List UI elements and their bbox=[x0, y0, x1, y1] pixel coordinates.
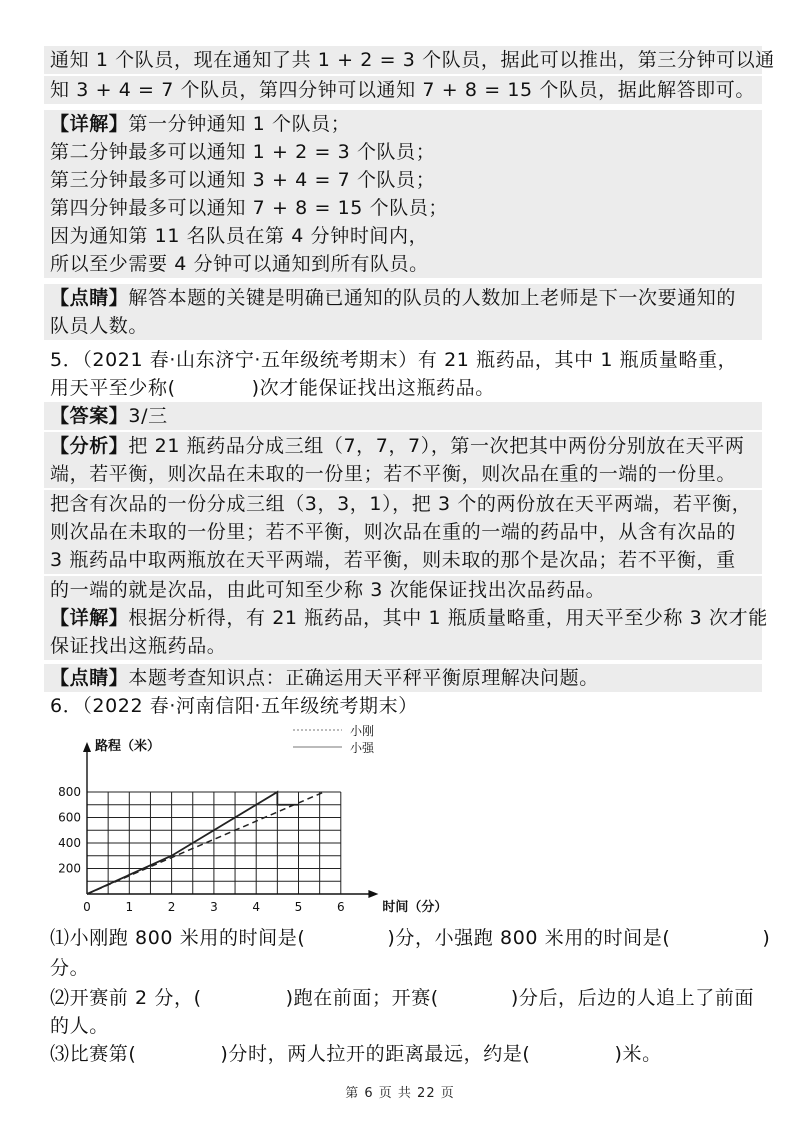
line-text: 通知 1 个队员，现在通知了共 1 + 2 = 3 个队员，据此可以推出，第三分钟可以通 bbox=[50, 49, 775, 71]
line-text: 知 3 + 4 = 7 个队员，第四分钟可以通知 7 + 8 = 15 个队员，据此解答即可。 bbox=[50, 79, 755, 101]
line-text: 6．（2022 春·河南信阳·五年级统考期末） bbox=[50, 695, 418, 717]
line-text: 所以至少需要 4 分钟可以通知到所有队员。 bbox=[50, 253, 429, 275]
line-text: 保证找出这瓶药品。 bbox=[50, 635, 227, 657]
text-line bbox=[44, 194, 762, 222]
line-text: 的一端的就是次品，由此可知至少称 3 次能保证找出次品药品。 bbox=[50, 579, 606, 601]
text-line bbox=[44, 460, 762, 488]
text-line bbox=[44, 664, 762, 692]
text-line bbox=[44, 604, 768, 632]
chart-grid bbox=[87, 792, 341, 894]
section-tag: 【点睛】 bbox=[50, 667, 129, 689]
x-axis-label: 时间（分） bbox=[382, 900, 448, 915]
section-tag: 【详解】 bbox=[50, 607, 129, 629]
text-line bbox=[44, 46, 775, 74]
q1-text-c: ) bbox=[762, 927, 771, 949]
x-tick-label: 1 bbox=[125, 900, 134, 914]
question-2-line-2 bbox=[44, 1012, 762, 1040]
q2-text-c: )分后，后边的人追上了前面 bbox=[510, 987, 755, 1009]
x-tick-label: 0 bbox=[83, 900, 91, 914]
line-text-b: )次才能保证找出这瓶药品。 bbox=[251, 377, 495, 399]
legend-label: 小刚 bbox=[350, 724, 375, 738]
text-line bbox=[44, 490, 762, 518]
line-text: 解答本题的关键是明确已通知的队员的人数加上老师是下一次要通知的 bbox=[128, 287, 737, 309]
chart-legend bbox=[293, 724, 375, 755]
q2-text-d: 的人。 bbox=[50, 1015, 109, 1037]
section-tag: 【点睛】 bbox=[50, 287, 129, 309]
line-text: 把 21 瓶药品分成三组（7，7，7），第一次把其中两份分别放在天平两 bbox=[128, 435, 745, 457]
text-line bbox=[44, 166, 762, 194]
text-line bbox=[44, 110, 762, 138]
q3-text-b: )分时，两人拉开的距离最远，约是( bbox=[220, 1043, 531, 1065]
question-1-line-1 bbox=[44, 924, 771, 952]
q1-text-a: ⑴小刚跑 800 米用的时间是( bbox=[50, 927, 306, 949]
x-tick-label: 5 bbox=[294, 900, 303, 914]
section-tag: 【分析】 bbox=[50, 435, 129, 457]
line-text: 把含有次品的一份分成三组（3，3，1），把 3 个的两份放在天平两端，若平衡， bbox=[50, 493, 752, 515]
line-text-a: 用天平至少称( bbox=[50, 377, 176, 399]
text-line bbox=[44, 284, 762, 312]
text-line bbox=[44, 402, 762, 430]
line-text: 则次品在未取的一份里；若不平衡，则次品在重的一端的药品中，从含有次品的 bbox=[50, 521, 737, 543]
line-text: 本题考查知识点：正确运用天平秤平衡原理解决问题。 bbox=[128, 667, 599, 689]
q3-text-a: ⑶比赛第( bbox=[50, 1043, 137, 1065]
q2-text-a: ⑵开赛前 2 分，( bbox=[50, 987, 202, 1009]
q2-text-b: )跑在前面；开赛( bbox=[285, 987, 439, 1009]
x-tick-label: 6 bbox=[336, 900, 345, 914]
y-tick-label: 400 bbox=[58, 836, 81, 850]
text-line bbox=[44, 518, 762, 546]
text-line bbox=[44, 374, 762, 402]
line-text: 端，若平衡，则次品在未取的一份里；若不平衡，则次品在重的一端的一份里。 bbox=[50, 463, 737, 485]
y-tick-label: 200 bbox=[58, 861, 81, 876]
q1-text-d: 分。 bbox=[50, 957, 90, 979]
distance-time-chart bbox=[50, 724, 450, 924]
section-tag: 【答案】 bbox=[50, 405, 129, 427]
text-line bbox=[44, 76, 762, 104]
question-3-line bbox=[44, 1040, 762, 1068]
question-2-line-1 bbox=[44, 984, 762, 1012]
section-tag: 【详解】 bbox=[50, 113, 129, 135]
line-text: 5．（2021 春·山东济宁·五年级统考期末）有 21 瓶药品，其中 1 瓶质量略重， bbox=[50, 349, 738, 371]
y-axis-arrow bbox=[83, 742, 91, 752]
line-text: 第四分钟最多可以通知 7 + 8 = 15 个队员； bbox=[50, 197, 449, 219]
text-line bbox=[44, 138, 762, 166]
line-text: 第一分钟通知 1 个队员； bbox=[128, 113, 351, 135]
line-text: 第二分钟最多可以通知 1 + 2 = 3 个队员； bbox=[50, 141, 436, 163]
y-axis-label: 路程（米） bbox=[95, 739, 161, 754]
text-line bbox=[44, 632, 762, 660]
text-line bbox=[44, 222, 762, 250]
text-line bbox=[44, 546, 762, 574]
page-footer: 第 6 页 共 22 页 bbox=[345, 1086, 455, 1101]
x-tick-label: 4 bbox=[252, 900, 261, 914]
text-line bbox=[44, 432, 762, 460]
y-tick-label: 600 bbox=[58, 810, 81, 825]
text-line bbox=[44, 576, 762, 604]
text-line bbox=[44, 346, 762, 374]
x-tick-label: 3 bbox=[210, 900, 218, 914]
line-text: 根据分析得，有 21 瓶药品，其中 1 瓶质量略重，用天平至少称 3 次才能 bbox=[128, 607, 768, 629]
question-1-line-2 bbox=[44, 954, 762, 982]
chart-text bbox=[58, 738, 447, 915]
legend-label: 小强 bbox=[350, 741, 375, 755]
x-tick-label: 2 bbox=[167, 900, 176, 914]
q3-text-c: )米。 bbox=[614, 1043, 662, 1065]
line-text: 因为通知第 11 名队员在第 4 分钟时间内， bbox=[50, 225, 429, 247]
text-line bbox=[44, 692, 762, 720]
line-text: 第三分钟最多可以通知 3 + 4 = 7 个队员； bbox=[50, 169, 436, 191]
line-text: 3/三 bbox=[128, 405, 168, 427]
y-tick-label: 800 bbox=[58, 785, 81, 799]
line-text: 3 瓶药品中取两瓶放在天平两端，若平衡，则未取的那个是次品；若不平衡，重 bbox=[50, 549, 736, 571]
x-axis-arrow bbox=[368, 890, 378, 898]
line-text: 队员人数。 bbox=[50, 315, 149, 337]
text-line bbox=[44, 250, 762, 278]
q1-text-b: )分，小强跑 800 米用的时间是( bbox=[387, 927, 671, 949]
text-line bbox=[44, 312, 762, 340]
